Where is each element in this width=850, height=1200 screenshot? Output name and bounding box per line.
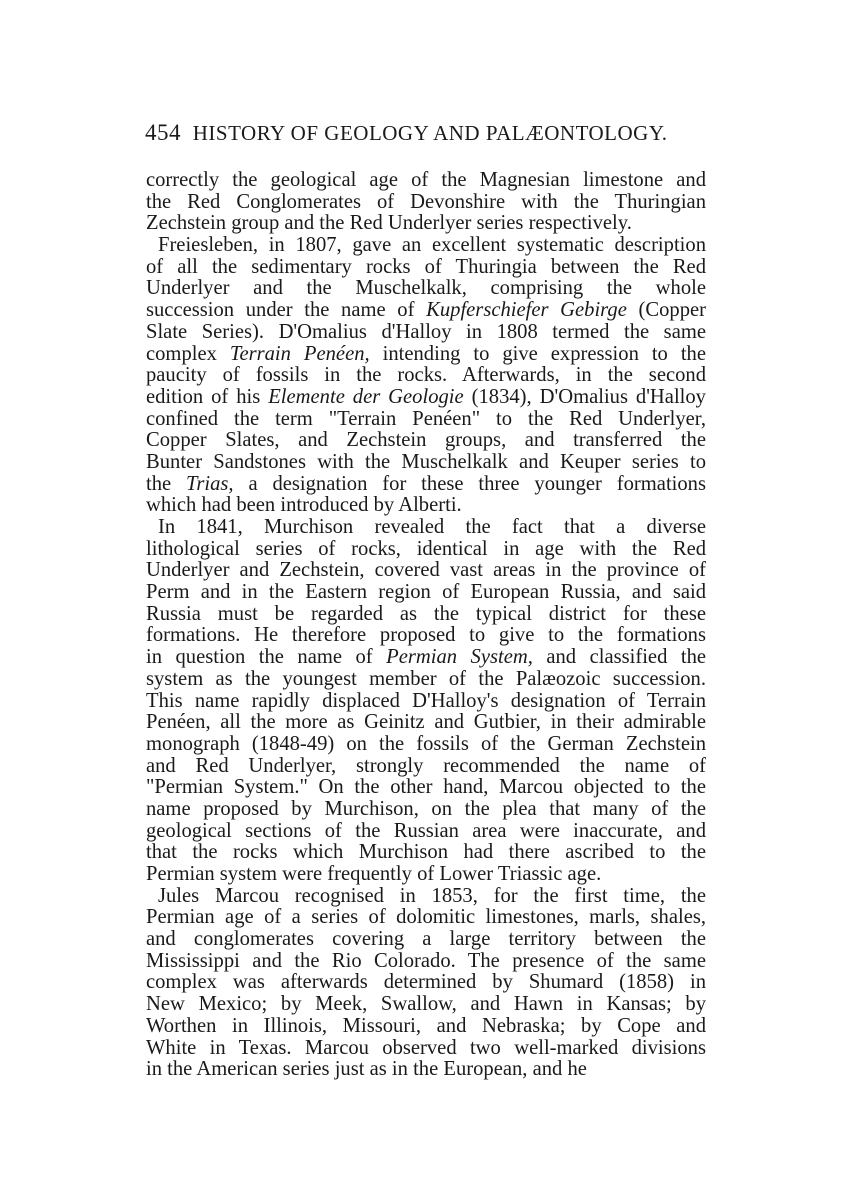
text-segment: (Copper <box>626 299 707 322</box>
italic-term: Trias, <box>186 472 234 495</box>
text-line <box>146 842 706 864</box>
text-segment: Freiesleben, in 1807, gave an excellent systematic description <box>158 234 706 257</box>
text-line <box>146 474 706 496</box>
text-line <box>146 495 706 517</box>
text-segment: confined the term "Terrain Penéen" to the Red Underlyer, <box>146 407 706 430</box>
text-segment: Worthen in Illinois, Missouri, and Nebraska; by Cope and <box>146 1014 706 1037</box>
text-line <box>146 517 706 539</box>
text-segment: geological sections of the Russian area were inaccurate, and <box>146 819 706 842</box>
text-segment: in the American series just as in the European, and he <box>146 1058 587 1081</box>
text-line <box>146 582 706 604</box>
text-line <box>146 344 706 366</box>
text-line <box>146 452 706 474</box>
text-segment: complex <box>146 342 230 365</box>
text-line <box>146 994 706 1016</box>
italic-term: Elemente der Geologie <box>268 385 464 408</box>
text-segment: Copper Slates, and Zechstein groups, and transferred the <box>146 429 706 452</box>
text-segment: the <box>146 472 187 495</box>
text-segment: of all the sedimentary rocks of Thuringia between the Red <box>146 255 706 278</box>
text-line <box>146 365 706 387</box>
text-line <box>146 213 706 235</box>
paragraph <box>146 517 706 886</box>
text-segment: (1834), D'Omalius d'Halloy <box>463 385 706 408</box>
text-line <box>146 1016 706 1038</box>
text-line <box>146 907 706 929</box>
text-line <box>146 1038 706 1060</box>
text-line <box>146 560 706 582</box>
text-segment: the Red Conglomerates of Devonshire with the Thuringian <box>146 190 706 213</box>
text-segment: complex was afterwards determined by Shumard (1858) in <box>146 971 706 994</box>
text-line <box>146 929 706 951</box>
paragraph <box>146 170 706 235</box>
text-segment: succession under the name of <box>146 299 427 322</box>
text-segment: that the rocks which Murchison had there ascribed to the <box>146 841 706 864</box>
text-segment: Underlyer and the Muschelkalk, comprising the whole <box>146 277 706 300</box>
page-number: 454 <box>145 120 181 145</box>
text-line <box>146 278 706 300</box>
text-segment: in question the name of <box>146 646 387 669</box>
text-line <box>146 387 706 409</box>
italic-term: Permian System, <box>386 646 533 669</box>
text-line <box>146 799 706 821</box>
text-segment: Perm and in the Eastern region of European Russia, and said <box>146 581 706 604</box>
text-segment: Permian age of a series of dolomitic limestones, marls, shales, <box>146 906 706 929</box>
italic-term: Terrain Penéen, <box>229 342 370 365</box>
text-segment: In 1841, Murchison revealed the fact that a diverse <box>158 516 706 538</box>
text-segment: formations. He therefore proposed to give to the formations <box>146 624 706 647</box>
text-line <box>146 235 706 257</box>
text-segment: and classified the <box>532 646 707 669</box>
text-line <box>146 625 706 647</box>
text-line <box>146 257 706 279</box>
text-segment: Permian system were frequently of Lower Triassic age. <box>146 863 602 885</box>
text-segment: White in Texas. Marcou observed two well-marked divisions <box>146 1036 706 1059</box>
text-segment: Jules Marcou recognised in 1853, for the first time, the <box>158 884 706 907</box>
running-head <box>145 120 705 146</box>
text-line <box>146 821 706 843</box>
text-line <box>146 170 706 192</box>
running-title: HISTORY OF GEOLOGY AND PALÆONTOLOGY. <box>192 121 668 145</box>
text-segment: Russia must be regarded as the typical district for these <box>146 602 706 625</box>
text-segment: edition of his <box>146 385 269 408</box>
italic-term: Kupferschiefer Gebirge <box>426 299 627 322</box>
text-line <box>146 647 706 669</box>
text-line <box>146 430 706 452</box>
body-text <box>146 170 706 1081</box>
text-segment: system as the youngest member of the Palæozoic succession. <box>146 667 706 690</box>
text-segment: This name rapidly displaced D'Halloy's designation of Terrain <box>146 689 706 712</box>
text-segment: Slate Series). D'Omalius d'Halloy in 1808 termed the same <box>146 320 706 343</box>
paragraph <box>146 235 706 517</box>
text-line <box>146 777 706 799</box>
text-segment: New Mexico; by Meek, Swallow, and Hawn in Kansas; by <box>146 993 706 1016</box>
text-line <box>146 604 706 626</box>
text-line <box>146 734 706 756</box>
text-segment: Penéen, all the more as Geinitz and Gutbier, in their admirable <box>146 711 706 734</box>
text-segment: Mississippi and the Rio Colorado. The presence of the same <box>146 949 706 972</box>
text-line <box>146 1059 706 1081</box>
text-line <box>146 669 706 691</box>
text-segment: which had been introduced by Alberti. <box>146 494 462 517</box>
text-line <box>146 192 706 214</box>
text-segment: Underlyer and Zechstein, covered vast areas in the province of <box>146 559 706 582</box>
text-line <box>146 300 706 322</box>
text-segment: monograph (1848-49) on the fossils of the German Zechstein <box>146 732 706 755</box>
paragraph <box>146 886 706 1081</box>
text-segment: and Red Underlyer, strongly recommended the name of <box>146 754 706 777</box>
text-line <box>146 972 706 994</box>
text-segment: paucity of fossils in the rocks. Afterwards, in the second <box>146 364 706 387</box>
text-segment: lithological series of rocks, identical in age with the Red <box>146 537 706 560</box>
text-segment: and conglomerates covering a large territory between the <box>146 928 706 951</box>
text-segment: name proposed by Murchison, on the plea that many of the <box>146 797 706 820</box>
text-segment: correctly the geological age of the Magnesian limestone and <box>146 169 706 191</box>
text-line <box>146 691 706 713</box>
text-segment: "Permian System." On the other hand, Marcou objected to the <box>146 776 706 799</box>
text-line <box>146 712 706 734</box>
text-segment: a designation for these three younger formations <box>233 472 706 495</box>
text-line <box>146 864 706 886</box>
text-line <box>146 886 706 908</box>
text-line <box>146 756 706 778</box>
text-segment: Bunter Sandstones with the Muschelkalk and Keuper series to <box>146 450 706 473</box>
text-line <box>146 539 706 561</box>
text-line <box>146 409 706 431</box>
text-segment: Zechstein group and the Red Underlyer series respectively. <box>146 212 632 235</box>
text-line <box>146 951 706 973</box>
text-line <box>146 322 706 344</box>
text-segment: intending to give expression to the <box>369 342 706 365</box>
